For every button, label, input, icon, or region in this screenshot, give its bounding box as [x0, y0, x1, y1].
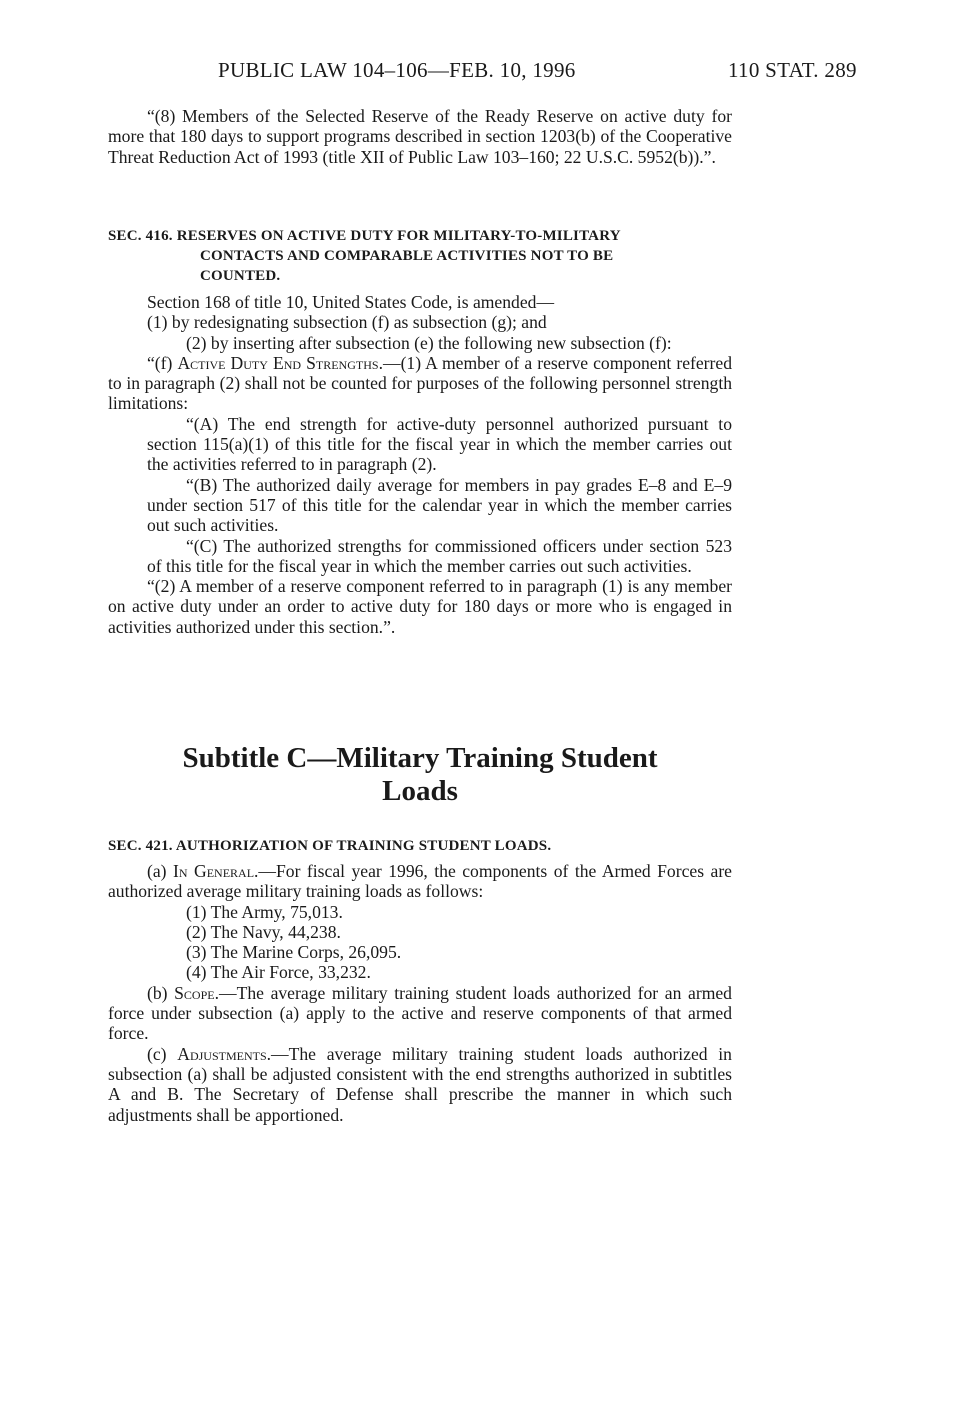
subparagraph-B: “(B) The authorized daily average for members in pay grades E–8 and E–9 under section 517 of this title for the calendar year in which the member carries out such activities.: [147, 474, 732, 536]
subtitle-line2: Loads: [382, 775, 458, 807]
subsection-c: [108, 1044, 732, 1125]
load-list-item: (3) The Marine Corps, 26,095.: [186, 942, 402, 963]
subsection-b-label: (b): [147, 982, 168, 1003]
subsection-a: [108, 861, 732, 902]
subparagraph-A: “(A) The end strength for active-duty personnel authorized pursuant to section 115(a)(1) of this title for the fiscal year in which the member carries out the activities referred to in paragraph (2).: [147, 413, 732, 475]
paragraph-2: “(2) A member of a reserve component referred to in paragraph (1) is any member on active duty under an order to active duty for 180 days or more who is engaged in activities authorized under this section.”.: [108, 576, 732, 637]
section-416-heading-line3: COUNTED.: [200, 268, 281, 284]
paragraph-8-block: [108, 106, 732, 167]
statute-page-number: 110 STAT. 289: [728, 58, 857, 82]
subsection-c-label: (c): [147, 1043, 167, 1064]
subsection-a-label: (a): [147, 861, 167, 881]
subsection-c-text: .—The average military training student loads authorized in subsection (a) shall be adjusted consistent with the end strengths authorized in subtitles A and B. The Secretary of Defense shall prescribe the manner in which such adjustments shall be apportioned.: [108, 1043, 732, 1125]
subsection-f-text: .—(1) A member of a reserve component referred to in paragraph (2) shall not be counted for purposes of the following personnel strength limitations:: [108, 352, 733, 414]
subsection-f: [108, 353, 732, 414]
load-list-item: (2) The Navy, 44,238.: [186, 921, 341, 942]
subsection-a-text: .—For fiscal year 1996, the components of the Armed Forces are authorized average military training loads as follows:: [108, 861, 732, 902]
section-416-intro: Section 168 of title 10, United States Code, is amended—: [147, 292, 555, 312]
subsection-a-caption: In General: [173, 861, 255, 881]
section-421-heading: [108, 836, 732, 856]
amendment-item-1: (1) by redesignating subsection (f) as subsection (g); and: [147, 312, 547, 333]
subsection-f-open: “(f): [147, 352, 173, 373]
page-header: [0, 58, 961, 86]
running-head-title: PUBLIC LAW 104–106—FEB. 10, 1996: [218, 58, 576, 82]
subsection-c-caption: Adjustments: [177, 1043, 267, 1064]
load-list-item: (4) The Air Force, 33,232.: [186, 962, 371, 983]
section-421-body: [108, 861, 732, 1125]
section-421-heading-text: SEC. 421. AUTHORIZATION OF TRAINING STUDENT LOADS.: [108, 838, 552, 854]
subsection-f-caption: Active Duty End Strengths: [177, 352, 379, 373]
load-list-item: (1) The Army, 75,013.: [186, 901, 343, 922]
section-416-body: [108, 292, 732, 637]
subparagraph-C: “(C) The authorized strengths for commissioned officers under section 523 of this title for the fiscal year in which the member carries out such activities.: [147, 535, 732, 576]
subsection-b: [108, 983, 732, 1044]
subtitle-line1: Subtitle C—Military Training Student: [182, 742, 658, 774]
section-416-heading: [108, 226, 732, 286]
amendment-item-2: (2) by inserting after subsection (e) the following new subsection (f):: [186, 332, 672, 353]
subsection-b-text: .—The average military training student loads authorized for an armed force under subsection (a) apply to the active and reserve components of that armed force.: [108, 982, 732, 1044]
subtitle-heading: [108, 742, 732, 808]
section-416-heading-line1: RESERVES ON ACTIVE DUTY FOR MILITARY-TO-MILITARY: [176, 228, 621, 244]
section-416-number: SEC. 416.: [108, 228, 173, 244]
subsection-b-caption: Scope: [174, 982, 215, 1003]
section-416-heading-line2: CONTACTS AND COMPARABLE ACTIVITIES NOT TO BE: [200, 248, 614, 264]
paragraph-8: “(8) Members of the Selected Reserve of the Ready Reserve on active duty for more that 180 days to support programs described in section 1203(b) of the Cooperative Threat Reduction Act of 1993 (title XII of Public Law 103–160; 22 U.S.C. 5952(b)).”.: [108, 106, 732, 167]
